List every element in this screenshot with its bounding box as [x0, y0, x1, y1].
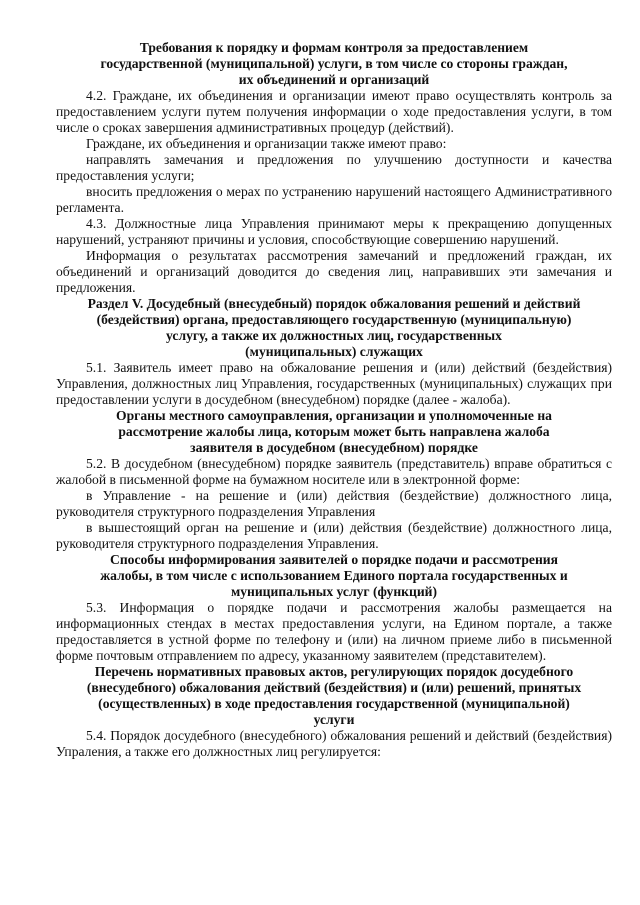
paragraph-5-2-administration: в Управление - на решение и (или) действия (бездействие) должностного лица, руководителя структурного подразделения Управления — [56, 488, 612, 519]
paragraph-5-3: 5.3. Информация о порядке подачи и рассмотрения жалобы размещается на информационных стендах в местах предоставления услуги, на Едином портале, а также предоставляется в устной форме по телефону и (или) на личном приеме либо в письменной форме почтовым отправлением по адресу, указанному заявителем (представителем). — [56, 600, 612, 663]
paragraph-5-4: 5.4. Порядок досудебного (внесудебного) обжалования решений и действий (бездействия) Упраления, а также его должностных лиц регулируется: — [56, 728, 612, 759]
heading-line: Раздел V. Досудебный (внесудебный) порядок обжалования решений и действий — [87, 296, 581, 311]
heading-line: Способы информирования заявителей о порядке подачи и рассмотрения — [110, 552, 558, 567]
heading-line: (осуществленных) в ходе предоставления государственной (муниципальной) — [98, 696, 570, 711]
heading-line: услуги — [313, 712, 355, 727]
heading-line: муниципальных услуг (функций) — [230, 584, 438, 599]
heading-line: рассмотрение жалобы лица, которым может быть направлена жалоба — [118, 424, 550, 439]
heading-line: государственной (муниципальной) услуги, в том числе со стороны граждан, — [100, 56, 568, 71]
paragraph-5-1: 5.1. Заявитель имеет право на обжалование решения и (или) действий (бездействия) Управления, должностных лиц Управления, государственных (муниципальных) служащих при предоставлении услуги в досудебном (внесудебном) порядке (далее - жалоба). — [56, 360, 612, 407]
paragraph-5-2-higher-body: в вышестоящий орган на решение и (или) действия (бездействие) должностного лица, руководителя структурного подразделения Управления. — [56, 520, 612, 551]
section-heading-bodies — [56, 408, 612, 456]
document-page — [56, 40, 612, 760]
section-heading-legal-acts — [56, 664, 612, 728]
heading-line: (бездействия) органа, предоставляющего государственную (муниципальную) — [96, 312, 572, 327]
paragraph-4-3: 4.3. Должностные лица Управления принимают меры к прекращению допущенных нарушений, устраняют причины и условия, способствующие совершению нарушений. — [56, 216, 612, 247]
heading-line: Перечень нормативных правовых актов, регулирующих порядок досудебного — [94, 664, 574, 679]
paragraph-5-2: 5.2. В досудебном (внесудебном) порядке заявитель (представитель) вправе обратиться с жалобой в письменной форме на бумажном носителе или в электронной форме: — [56, 456, 612, 487]
heading-line: жалобы, в том числе с использованием Единого портала государственных и — [100, 568, 568, 583]
paragraph-4-2-rights: Граждане, их объединения и организации также имеют право: — [86, 136, 447, 151]
paragraph-4-3-info: Информация о результатах рассмотрения замечаний и предложений граждан, их объединений и организаций доводится до сведения лиц, направивших эти замечания и предложения. — [56, 248, 612, 295]
heading-line: (муниципальных) служащих — [245, 344, 423, 359]
heading-line: их объединений и организаций — [238, 72, 430, 87]
heading-line: Органы местного самоуправления, организации и уполномоченные на — [116, 408, 552, 423]
heading-line: услугу, а также их должностных лиц, государственных — [166, 328, 502, 343]
paragraph-4-2-proposals: вносить предложения о мерах по устранению нарушений настоящего Административного регламента. — [56, 184, 612, 215]
section-heading-appeal — [56, 296, 612, 360]
section-heading-control — [56, 40, 612, 88]
paragraph-4-2: 4.2. Граждане, их объединения и организации имеют право осуществлять контроль за предоставлением услуги путем получения информации о ходе предоставления услуги, в том числе о сроках завершения административных процедур (действий). — [56, 88, 612, 135]
section-heading-informing — [56, 552, 612, 600]
paragraph-4-2-send-remarks: направлять замечания и предложения по улучшению доступности и качества предоставления услуги; — [56, 152, 612, 183]
heading-line: (внесудебного) обжалования действий (бездействия) и (или) решений, принятых — [86, 680, 582, 695]
heading-line: заявителя в досудебном (внесудебном) порядке — [190, 440, 478, 455]
heading-line: Требования к порядку и формам контроля за предоставлением — [139, 40, 529, 55]
